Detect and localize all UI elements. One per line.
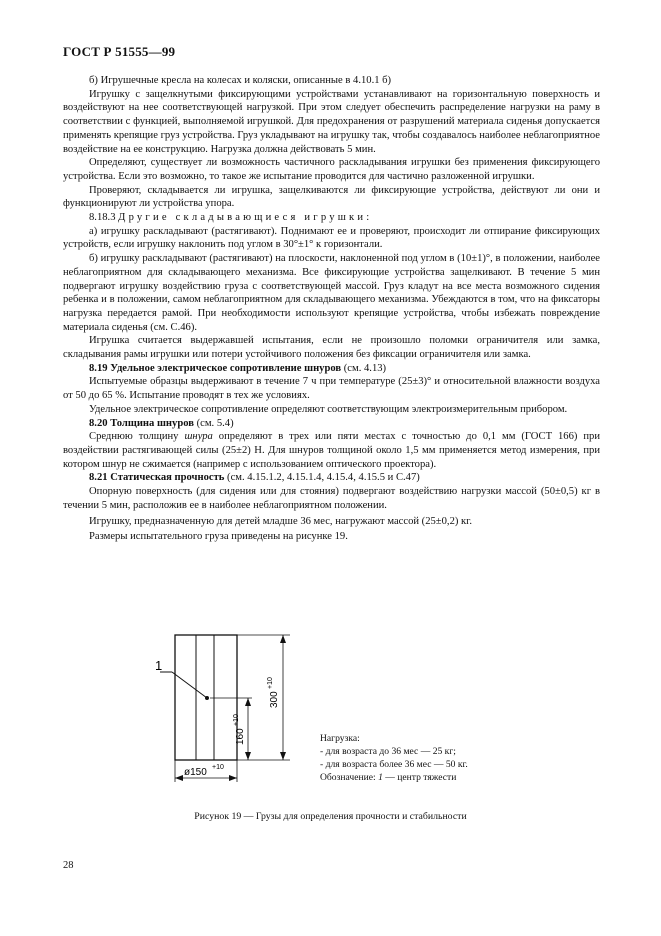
paragraph: Среднюю толщину шнура определяют в трех или пяти местах с точностью до 0,1 мм (ГОСТ 166) при воздействии растягивающей силы (25±2) Н. Для шнуров толщиной около 1,5 мм применяется метод измерения, при котором шнур не сжимается (например с использованием оптического проектора). — [63, 431, 600, 470]
dimension-diameter: ø150 — [184, 767, 207, 778]
paragraph: Испытуемые образцы выдерживают в течение 7 ч при температуре (25±3)° и относительной влажности воздуха от 50 до 65 %. Испытание проводят в тех же условиях. — [63, 376, 600, 402]
arrowhead — [175, 775, 183, 781]
dimension-diameter-tolerance: +10 — [212, 764, 224, 771]
paragraph: б) Игрушечные кресла на колесах и коляски, описанные в 4.10.1 б) — [89, 75, 392, 86]
section-heading-8-19: 8.19 Удельное электрическое сопротивление шнуров (см. 4.13) — [89, 362, 387, 374]
dimension-height-total: 300 — [269, 691, 280, 708]
arrowhead — [280, 635, 286, 643]
paragraph: Опорную поверхность (для сидения или для стояния) подвергают воздействию нагрузки массой (50±0,5) кг в течении 5 мин, расположив ее в наиболее неблагоприятном положении. — [63, 486, 600, 511]
paragraph: Удельное электрическое сопротивление определяют соответствующим электроизмерительным прибором. — [89, 403, 568, 415]
arrowhead — [245, 752, 251, 760]
legend-line: - для возраста более 36 мес — 50 кг. — [320, 759, 468, 770]
callout-leader — [172, 672, 207, 698]
paragraph: Проверяют, складывается ли игрушка, защелкиваются ли фиксирующие устройства, действуют ли они и функционируют ли устройства упора. — [63, 184, 600, 210]
document-header: ГОСТ Р 51555—99 — [63, 44, 176, 59]
paragraph: Игрушка считается выдержавшей испытания, если не произошло поломки ограничителя или замка, складывания рамы игрушки или потери устойчивого положения без фиксации ограничителя или замка. — [63, 335, 600, 361]
section-heading-8-21: 8.21 Статическая прочность (см. 4.15.1.2, 4.15.1.4, 4.15.4, 4.15.5 и С.47) — [89, 472, 420, 484]
paragraph: Игрушку, предназначенную для детей младше 36 мес, нагружают массой (25±0,2) кг. — [89, 515, 472, 527]
legend-line: - для возраста до 36 мес — 25 кг; — [320, 746, 456, 757]
paragraph: б) игрушку раскладывают (растягивают) на плоскости, наклоненной под углом в (10±1)°, в положении, наиболее неблагоприятном для складывающего механизма. Все фиксирующие устройства защелкивают. В течение 5 мин подвергают игрушку воздействию груза с соответствующей массой. Груз кладут на все места возможного сидения ребенка и в положении, самом неблагоприятном для складывающего механизма. Убеждаются в том, что на фиксаторы нагрузка передается рамой. При необходимости используют крепящие устройства, чтобы избежать повреждение материала сиденья (см. С.46). — [63, 253, 600, 333]
paragraph: а) игрушку раскладывают (растягивают). Поднимают ее и проверяют, происходит ли отпирание фиксирующих устройств, если игрушку наклонить под углом в 30°±1° к горизонтали. — [63, 225, 600, 251]
arrowhead — [245, 698, 251, 706]
paragraph: Размеры испытательного груза приведены на рисунке 19. — [89, 531, 348, 543]
legend-title: Нагрузка: — [320, 733, 360, 744]
dimension-height-total-tolerance: +10 — [267, 677, 274, 689]
section-heading-8-20: 8.20 Толщина шнуров (см. 5.4) — [89, 417, 234, 429]
dimension-height-center: 160 — [235, 728, 246, 745]
paragraph: Определяют, существует ли возможность частичного раскладывания игрушки без применения фиксирующего устройства. Если это возможно, то такое же испытание проводится для частично разложенной игрушки. — [63, 157, 600, 182]
callout-label: 1 — [155, 658, 163, 673]
page-number: 28 — [63, 860, 74, 871]
arrowhead — [229, 775, 237, 781]
dimension-height-center-tolerance: +10 — [233, 714, 240, 726]
figure-caption: Рисунок 19 — Грузы для определения прочности и стабильности — [194, 811, 467, 822]
figure-legend — [320, 732, 468, 784]
paragraph: Игрушку с защелкнутыми фиксирующими устройствами устанавливают на горизонтальную поверхность и воздействуют на нее соответствующей нагрузкой. При этом следует обеспечить распределение нагрузки на раму в соответствии с функцией, выполняемой игрушкой. Для предохранения от разрушений материала сиденья допускается применять крепящие груз устройства. Груз укладывают на игрушку так, чтобы создавалось наиболее неблагоприятное воздействие на ее конструкцию. Нагрузка должна действовать 5 мин. — [63, 88, 600, 155]
body-text — [63, 74, 600, 544]
legend-note: Обозначение: 1 — центр тяжести — [320, 772, 457, 783]
section-heading-8-18-3: 8.18.3 Другие складывающиеся игрушки: — [89, 212, 373, 224]
arrowhead — [280, 752, 286, 760]
